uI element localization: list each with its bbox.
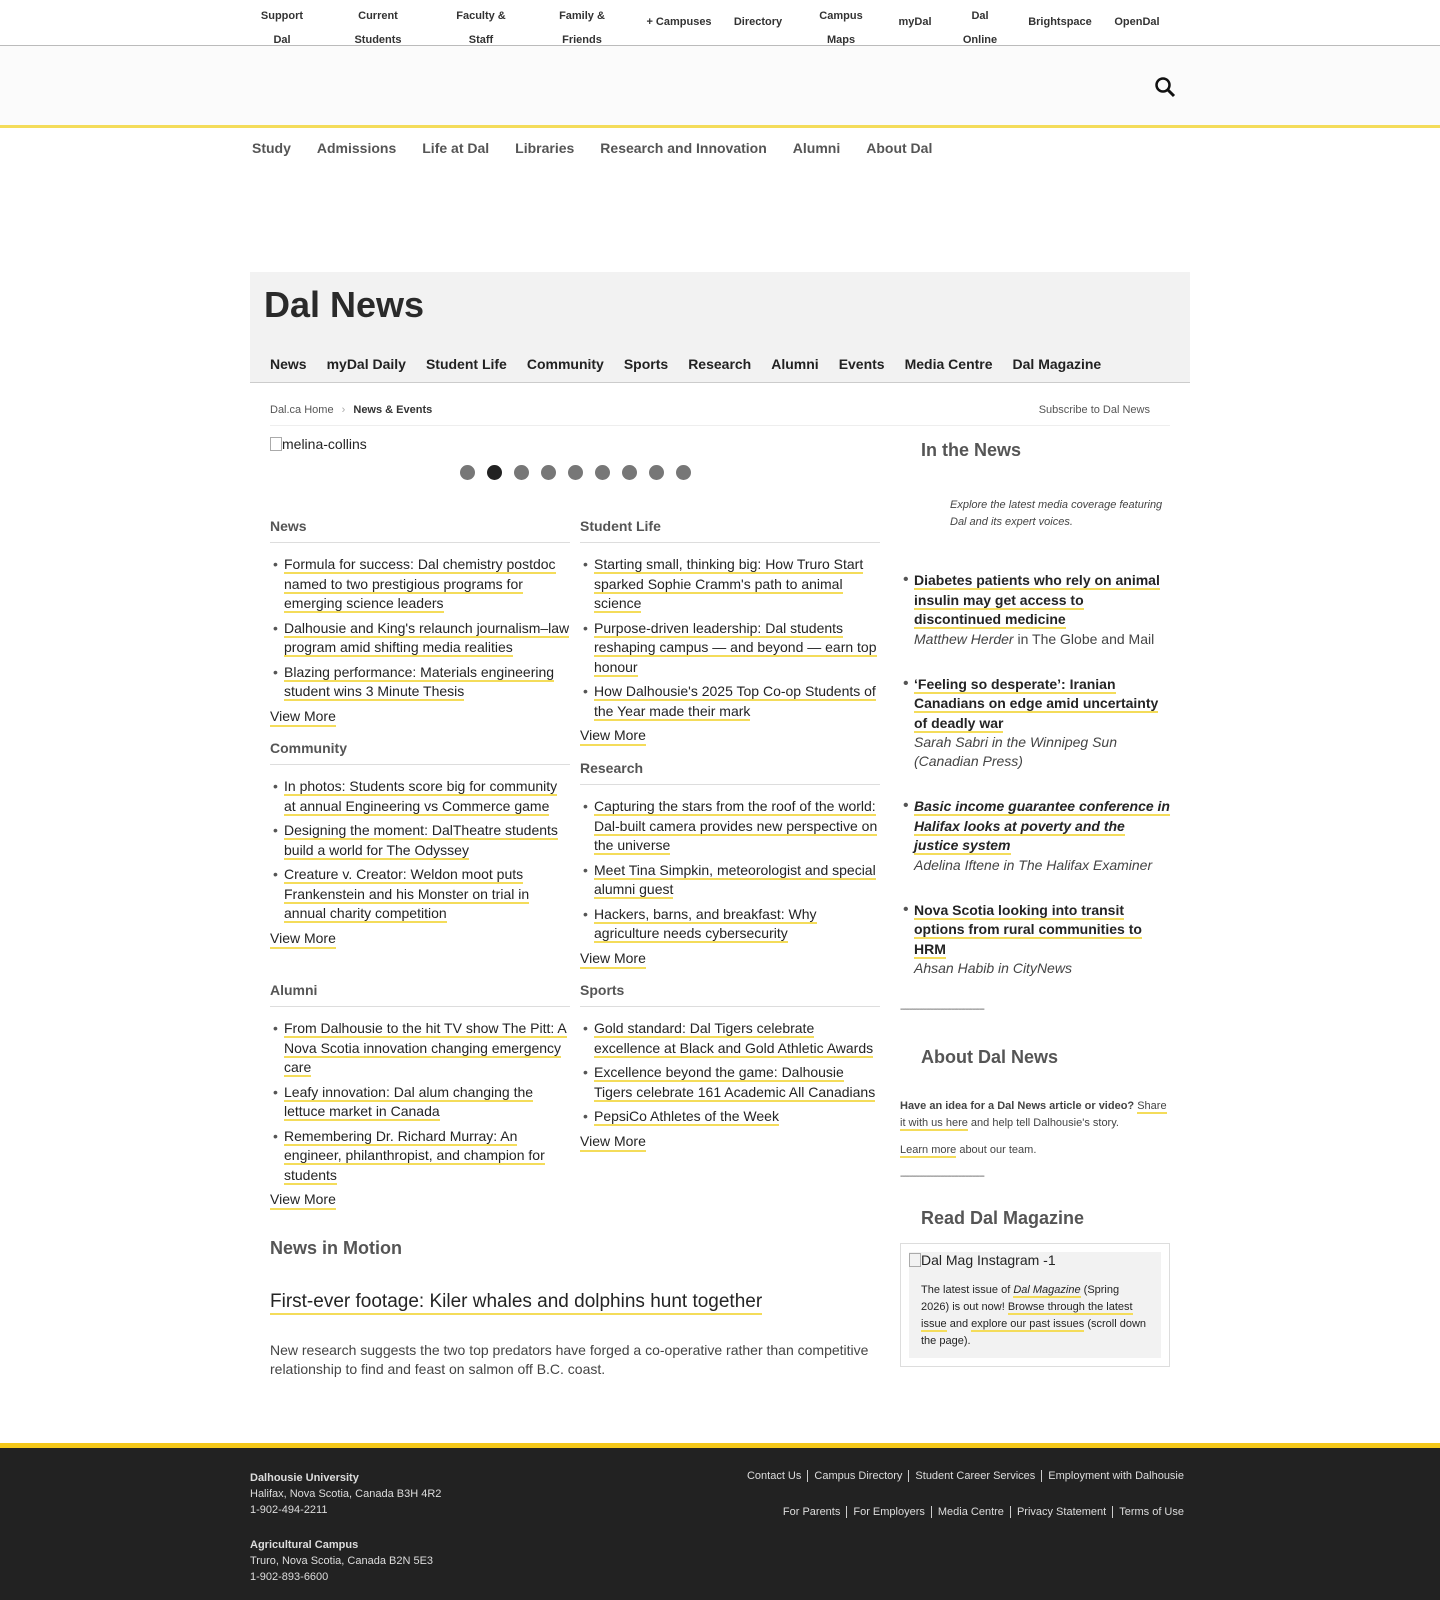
in-the-news-link[interactable]: Diabetes patients who rely on animal insulin may get access to discontinued medicine bbox=[914, 572, 1160, 627]
article-link[interactable]: Remembering Dr. Richard Murray: An engineer, philanthropist, and champion for students bbox=[284, 1127, 545, 1183]
in-the-news-heading: In the News bbox=[921, 440, 1022, 460]
motion-headline-link[interactable]: First-ever footage: Kiler whales and dolphins hunt together bbox=[270, 1291, 762, 1315]
article-link[interactable]: Formula for success: Dal chemistry postdoc named to two prestigious programs for emerging science leaders bbox=[284, 556, 556, 611]
utility-nav bbox=[0, 0, 1440, 46]
utility-link-campus-maps[interactable]: Campus Maps bbox=[819, 10, 863, 46]
browse-issue-link[interactable]: Browse through the latest issue bbox=[921, 1301, 1133, 1330]
carousel-dot[interactable] bbox=[487, 465, 502, 480]
dal-news-banner bbox=[250, 272, 1190, 383]
article-list bbox=[580, 1019, 880, 1127]
article-link[interactable]: Gold standard: Dal Tigers celebrate excellence at Black and Gold Athletic Awards bbox=[594, 1020, 874, 1056]
main-nav-research-and-innovation[interactable]: Research and Innovation bbox=[600, 140, 767, 156]
breadcrumb-separator: › bbox=[341, 404, 346, 416]
carousel-dot[interactable] bbox=[514, 465, 529, 480]
utility-link-directory[interactable]: Directory bbox=[733, 16, 783, 28]
section-nav-student-life[interactable]: Student Life bbox=[425, 356, 507, 372]
list-item bbox=[580, 1107, 880, 1127]
byline-person: Sarah Sabri in the Winnipeg Sun (Canadian Press) bbox=[914, 734, 1117, 769]
byline-outlet: in The Globe and Mail bbox=[1013, 630, 1155, 647]
list-item bbox=[270, 865, 570, 924]
news-in-motion bbox=[270, 1238, 870, 1379]
footer-link-terms-of-use[interactable]: Terms of Use bbox=[1112, 1506, 1190, 1518]
footer-phone: 1-902-494-2211 bbox=[250, 1504, 328, 1516]
in-the-news-item bbox=[900, 901, 1170, 979]
breadcrumb-home[interactable]: Dal.ca Home bbox=[270, 404, 334, 416]
broken-image-icon bbox=[270, 437, 282, 451]
article-link[interactable]: Hackers, barns, and breakfast: Why agriculture needs cybersecurity bbox=[594, 905, 817, 941]
section-heading: News bbox=[270, 518, 570, 543]
view-more-link[interactable]: View More bbox=[270, 929, 336, 949]
section-nav-events[interactable]: Events bbox=[838, 356, 885, 372]
footer-address-truro bbox=[250, 1537, 433, 1585]
utility-link-mydal[interactable]: myDal bbox=[898, 16, 932, 28]
article-link[interactable]: Purpose-driven leadership: Dal students reshaping campus — and beyond — earn top honour bbox=[594, 619, 877, 675]
carousel-dots bbox=[460, 465, 691, 480]
article-link[interactable]: Leafy innovation: Dal alum changing the lettuce market in Canada bbox=[284, 1083, 534, 1119]
carousel-dot[interactable] bbox=[622, 465, 637, 480]
article-link[interactable]: Meet Tina Simpkin, meteorologist and special alumni guest bbox=[594, 861, 876, 897]
broken-image-icon bbox=[909, 1253, 921, 1267]
in-the-news-byline bbox=[914, 630, 1170, 649]
footer bbox=[0, 1443, 1440, 1600]
about-team-text: about our team. bbox=[956, 1144, 1037, 1156]
magazine-alt-text: Dal Mag Instagram -1 bbox=[921, 1252, 1056, 1268]
section-heading: News in Motion bbox=[270, 1238, 402, 1258]
article-link[interactable]: Starting small, thinking big: How Truro Start sparked Sophie Cramm's path to animal science bbox=[594, 556, 864, 611]
divider: ------------------------------------ bbox=[900, 1004, 984, 1015]
motion-summary: New research suggests the two top predators have forged a co-operative rather than competitive relationship to find and feast on salmon off B.C. coast. bbox=[270, 1342, 869, 1377]
footer-campus-name: Dalhousie University bbox=[250, 1472, 359, 1484]
news-section-sports bbox=[580, 982, 880, 1152]
section-heading: Sports bbox=[580, 982, 880, 1007]
subscribe-link[interactable]: Subscribe to Dal News bbox=[1038, 404, 1150, 416]
utility-link-current-students[interactable]: Current Students bbox=[354, 10, 402, 46]
article-list bbox=[580, 797, 880, 944]
list-item bbox=[270, 619, 570, 658]
list-item bbox=[270, 1019, 570, 1078]
view-more-link[interactable]: View More bbox=[270, 1190, 336, 1210]
section-nav bbox=[270, 356, 1101, 372]
article-list bbox=[270, 777, 570, 924]
view-more-link[interactable]: View More bbox=[270, 707, 336, 727]
news-section-student-life bbox=[580, 518, 880, 746]
utility-link-brightspace[interactable]: Brightspace bbox=[1028, 16, 1092, 28]
in-the-news-item bbox=[900, 571, 1170, 649]
footer-link-contact-us[interactable]: Contact Us bbox=[746, 1470, 802, 1482]
in-the-news-intro: Explore the latest media coverage featuring Dal and its expert voices. bbox=[950, 499, 1163, 528]
footer-address: Halifax, Nova Scotia, Canada B3H 4R2 bbox=[250, 1488, 442, 1500]
news-section-alumni bbox=[270, 982, 570, 1210]
in-the-news-link[interactable]: Basic income guarantee conference in Halifax looks at poverty and the justice system bbox=[914, 798, 1170, 853]
article-link[interactable]: How Dalhousie's 2025 Top Co-op Students of the Year made their mark bbox=[594, 683, 876, 719]
about-prompt: Have an idea for a Dal News article or video? bbox=[900, 1100, 1135, 1112]
article-link[interactable]: Dalhousie and King's relaunch journalism–law program amid shifting media realities bbox=[284, 619, 570, 655]
breadcrumb bbox=[270, 404, 1170, 426]
article-link[interactable]: Excellence beyond the game: Dalhousie Tigers celebrate 161 Academic All Canadians bbox=[594, 1064, 876, 1100]
footer-link-for-employers[interactable]: For Employers bbox=[846, 1506, 931, 1518]
footer-link-campus-directory[interactable]: Campus Directory bbox=[807, 1470, 908, 1482]
main-nav-about-dal[interactable]: About Dal bbox=[866, 140, 933, 156]
section-nav-research[interactable]: Research bbox=[688, 356, 752, 372]
list-item bbox=[270, 663, 570, 702]
section-heading: Research bbox=[580, 760, 880, 785]
footer-link-media-centre[interactable]: Media Centre bbox=[931, 1506, 1010, 1518]
section-nav-dal-magazine[interactable]: Dal Magazine bbox=[1012, 356, 1102, 372]
article-list bbox=[270, 555, 570, 702]
magazine-text: (scroll down the page). bbox=[921, 1318, 1147, 1347]
section-nav-sports[interactable]: Sports bbox=[623, 356, 669, 372]
main-nav bbox=[252, 140, 932, 156]
main-nav-alumni[interactable]: Alumni bbox=[792, 140, 841, 156]
in-the-news-byline bbox=[914, 733, 1170, 771]
sidebar bbox=[900, 440, 1170, 1367]
section-nav-media-centre[interactable]: Media Centre bbox=[904, 356, 993, 372]
section-heading: Community bbox=[270, 740, 570, 765]
footer-link-privacy-statement[interactable]: Privacy Statement bbox=[1010, 1506, 1112, 1518]
magazine-heading: Read Dal Magazine bbox=[921, 1208, 1085, 1228]
list-item bbox=[270, 821, 570, 860]
search-icon[interactable] bbox=[1154, 76, 1176, 98]
main-nav-libraries[interactable]: Libraries bbox=[515, 140, 575, 156]
utility-link-faculty-staff[interactable]: Faculty & Staff bbox=[456, 10, 506, 46]
in-the-news-link[interactable]: Nova Scotia looking into transit options from rural communities to HRM bbox=[914, 901, 1142, 957]
article-link[interactable]: Blazing performance: Materials engineering student wins 3 Minute Thesis bbox=[284, 663, 555, 699]
carousel-dot[interactable] bbox=[649, 465, 664, 480]
utility-link-family-friends[interactable]: Family & Friends bbox=[559, 10, 605, 46]
article-link[interactable]: Designing the moment: DalTheatre students build a world for The Odyssey bbox=[284, 822, 558, 858]
footer-link-student-career-services[interactable]: Student Career Services bbox=[908, 1470, 1041, 1482]
byline-person: Adelina Iftene in The Halifax Examiner bbox=[914, 856, 1153, 873]
utility-link-opendal[interactable]: OpenDal bbox=[1114, 16, 1160, 28]
section-heading: Alumni bbox=[270, 982, 570, 1007]
magazine-text: The latest issue of bbox=[921, 1284, 1014, 1296]
article-link[interactable]: In photos: Students score big for community at annual Engineering vs Commerce game bbox=[284, 778, 558, 814]
view-more-link[interactable]: View More bbox=[580, 949, 646, 969]
section-nav-alumni[interactable]: Alumni bbox=[771, 356, 819, 372]
news-section-research bbox=[580, 760, 880, 969]
section-nav-news[interactable]: News bbox=[270, 356, 307, 372]
past-issues-link[interactable]: explore our past issues bbox=[971, 1318, 1085, 1330]
about-heading: About Dal News bbox=[921, 1047, 1059, 1067]
list-item bbox=[270, 555, 570, 614]
page-title: Dal News bbox=[264, 284, 425, 325]
footer-phone: 1-902-893-6600 bbox=[250, 1571, 329, 1583]
breadcrumb-current[interactable]: News & Events bbox=[353, 404, 433, 416]
article-list bbox=[270, 1019, 570, 1185]
article-link[interactable]: PepsiCo Athletes of the Week bbox=[594, 1108, 779, 1124]
main-nav-study[interactable]: Study bbox=[252, 140, 291, 156]
article-list bbox=[580, 555, 880, 721]
article-link[interactable]: Capturing the stars from the roof of the world: Dal-built camera provides new perspective on the universe bbox=[594, 798, 878, 853]
magazine-name-link[interactable]: Dal Magazine bbox=[1013, 1284, 1081, 1296]
news-section-news bbox=[270, 518, 570, 727]
list-item bbox=[580, 682, 880, 721]
view-more-link[interactable]: View More bbox=[580, 726, 646, 746]
utility-link-dal-online[interactable]: Dal Online bbox=[962, 10, 998, 46]
footer-links-2 bbox=[777, 1506, 1190, 1518]
hero-alt-text: melina-collins bbox=[282, 436, 367, 452]
carousel-dot[interactable] bbox=[568, 465, 583, 480]
list-item bbox=[270, 777, 570, 816]
carousel-dot[interactable] bbox=[595, 465, 610, 480]
article-link[interactable]: From Dalhousie to the hit TV show The Pitt: A Nova Scotia innovation changing emergency care bbox=[284, 1020, 567, 1075]
byline-person: Matthew Herder bbox=[914, 630, 1014, 647]
list-item bbox=[580, 861, 880, 900]
hero-image[interactable] bbox=[270, 436, 367, 452]
view-more-link[interactable]: View More bbox=[580, 1132, 646, 1152]
footer-address-halifax bbox=[250, 1470, 441, 1518]
site-header bbox=[0, 46, 1440, 128]
in-the-news-item bbox=[900, 675, 1170, 772]
in-the-news-byline bbox=[914, 856, 1170, 875]
section-heading: Student Life bbox=[580, 518, 880, 543]
main-nav-life-at-dal[interactable]: Life at Dal bbox=[422, 140, 490, 156]
in-the-news-link[interactable]: ‘Feeling so desperate’: Iranian Canadians on edge amid uncertainty of deadly war bbox=[914, 675, 1159, 731]
list-item bbox=[580, 797, 880, 856]
section-nav-community[interactable]: Community bbox=[526, 356, 604, 372]
footer-campus-name: Agricultural Campus bbox=[250, 1539, 359, 1551]
footer-address: Truro, Nova Scotia, Canada B2N 5E3 bbox=[250, 1555, 434, 1567]
section-nav-mydal-daily[interactable]: myDal Daily bbox=[326, 356, 406, 372]
learn-more-link[interactable]: Learn more bbox=[900, 1144, 957, 1156]
list-item bbox=[580, 1019, 880, 1058]
magazine-image[interactable] bbox=[909, 1252, 1161, 1268]
in-the-news-item bbox=[900, 797, 1170, 875]
in-the-news-byline bbox=[914, 959, 1170, 978]
magazine-text: and bbox=[946, 1318, 972, 1330]
news-section-community bbox=[270, 740, 570, 949]
list-item bbox=[580, 619, 880, 678]
about-text: and help tell Dalhousie's story. bbox=[967, 1117, 1119, 1129]
list-item bbox=[270, 1127, 570, 1186]
carousel-dot[interactable] bbox=[541, 465, 556, 480]
footer-links-1 bbox=[741, 1470, 1190, 1482]
footer-link-employment-with-dalhousie[interactable]: Employment with Dalhousie bbox=[1041, 1470, 1190, 1482]
footer-link-for-parents[interactable]: For Parents bbox=[782, 1506, 841, 1518]
main-nav-admissions[interactable]: Admissions bbox=[316, 140, 397, 156]
article-link[interactable]: Creature v. Creator: Weldon moot puts Frankenstein and his Monster on trial in annual charity competition bbox=[284, 866, 530, 921]
list-item bbox=[580, 1063, 880, 1102]
carousel-dot[interactable] bbox=[460, 465, 475, 480]
share-link[interactable]: Share it with us here bbox=[900, 1100, 1167, 1129]
magazine-text: (Spring 2026) is out now! bbox=[921, 1284, 1120, 1313]
utility-link-support-dal[interactable]: Support Dal bbox=[260, 10, 304, 46]
byline-person: Ahsan Habib in CityNews bbox=[914, 960, 1072, 976]
magazine-card bbox=[900, 1243, 1170, 1367]
divider: ------------------------------------ bbox=[900, 1171, 984, 1182]
list-item bbox=[270, 1083, 570, 1122]
list-item bbox=[580, 905, 880, 944]
carousel-dot[interactable] bbox=[676, 465, 691, 480]
list-item bbox=[580, 555, 880, 614]
utility-link-campuses[interactable]: + Campuses bbox=[646, 16, 712, 28]
